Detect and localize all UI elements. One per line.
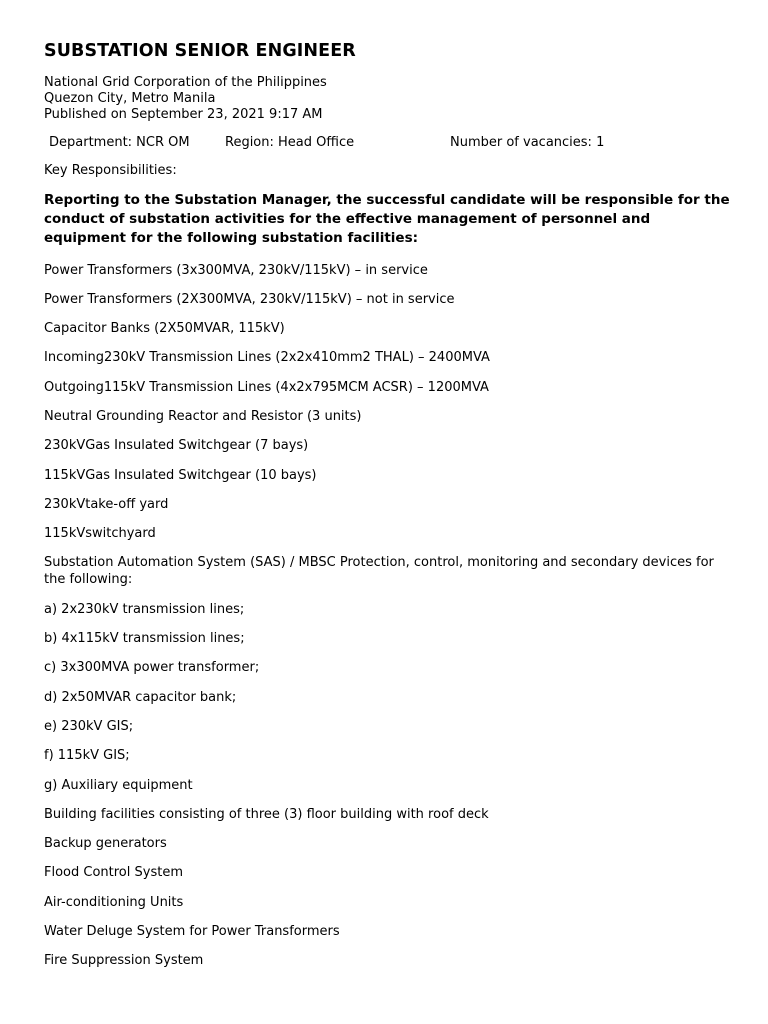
job-fields	[44, 135, 734, 151]
list-item: g) Auxiliary equipment	[44, 777, 193, 793]
list-item: Neutral Grounding Reactor and Resistor (3 units)	[44, 408, 362, 424]
list-item: c) 3x300MVA power transformer;	[44, 660, 260, 676]
job-title: SUBSTATION SENIOR ENGINEER	[44, 41, 356, 61]
list-item: a) 2x230kV transmission lines;	[44, 601, 245, 617]
facilities-list	[44, 262, 734, 970]
job-location: Quezon City, Metro Manila	[44, 91, 216, 106]
list-item: f) 115kV GIS;	[44, 748, 130, 764]
job-meta	[44, 75, 734, 123]
department-field: Department: NCR OM	[49, 135, 190, 150]
list-item: Substation Automation System (SAS) / MBSC Protection, control, monitoring and secondary devices for the following:	[44, 555, 714, 588]
list-item: Power Transformers (3x300MVA, 230kV/115kV) – in service	[44, 262, 428, 278]
list-item: Incoming230kV Transmission Lines (2x2x410mm2 THAL) – 2400MVA	[44, 350, 490, 366]
document-page	[44, 40, 734, 982]
list-item: Building facilities consisting of three (3) floor building with roof deck	[44, 806, 489, 822]
published-date: Published on September 23, 2021 9:17 AM	[44, 107, 323, 122]
list-item: Outgoing115kV Transmission Lines (4x2x795MCM ACSR) – 1200MVA	[44, 379, 489, 395]
list-item: Air-conditioning Units	[44, 894, 184, 910]
list-item: 115kVGas Insulated Switchgear (10 bays)	[44, 467, 317, 483]
list-item: 115kVswitchyard	[44, 526, 156, 542]
list-item: Fire Suppression System	[44, 953, 204, 969]
list-item: Power Transformers (2X300MVA, 230kV/115kV) – not in service	[44, 291, 455, 307]
vacancies-field: Number of vacancies: 1	[450, 135, 605, 150]
company-name: National Grid Corporation of the Philippines	[44, 75, 327, 90]
region-field: Region: Head Office	[225, 135, 355, 150]
list-item: 230kVGas Insulated Switchgear (7 bays)	[44, 438, 309, 454]
intro-paragraph: Reporting to the Substation Manager, the successful candidate will be responsible for the conduct of substation activities for the effective management of personnel and equipment for the following substation facilities:	[44, 192, 730, 246]
list-item: Capacitor Banks (2X50MVAR, 115kV)	[44, 321, 285, 337]
key-responsibilities-label: Key Responsibilities:	[44, 163, 177, 178]
list-item: 230kVtake-off yard	[44, 496, 169, 512]
list-item: e) 230kV GIS;	[44, 718, 134, 734]
list-item: d) 2x50MVAR capacitor bank;	[44, 689, 237, 705]
list-item: Backup generators	[44, 836, 167, 852]
list-item: b) 4x115kV transmission lines;	[44, 631, 245, 647]
list-item: Flood Control System	[44, 865, 183, 881]
list-item: Water Deluge System for Power Transformers	[44, 924, 340, 940]
